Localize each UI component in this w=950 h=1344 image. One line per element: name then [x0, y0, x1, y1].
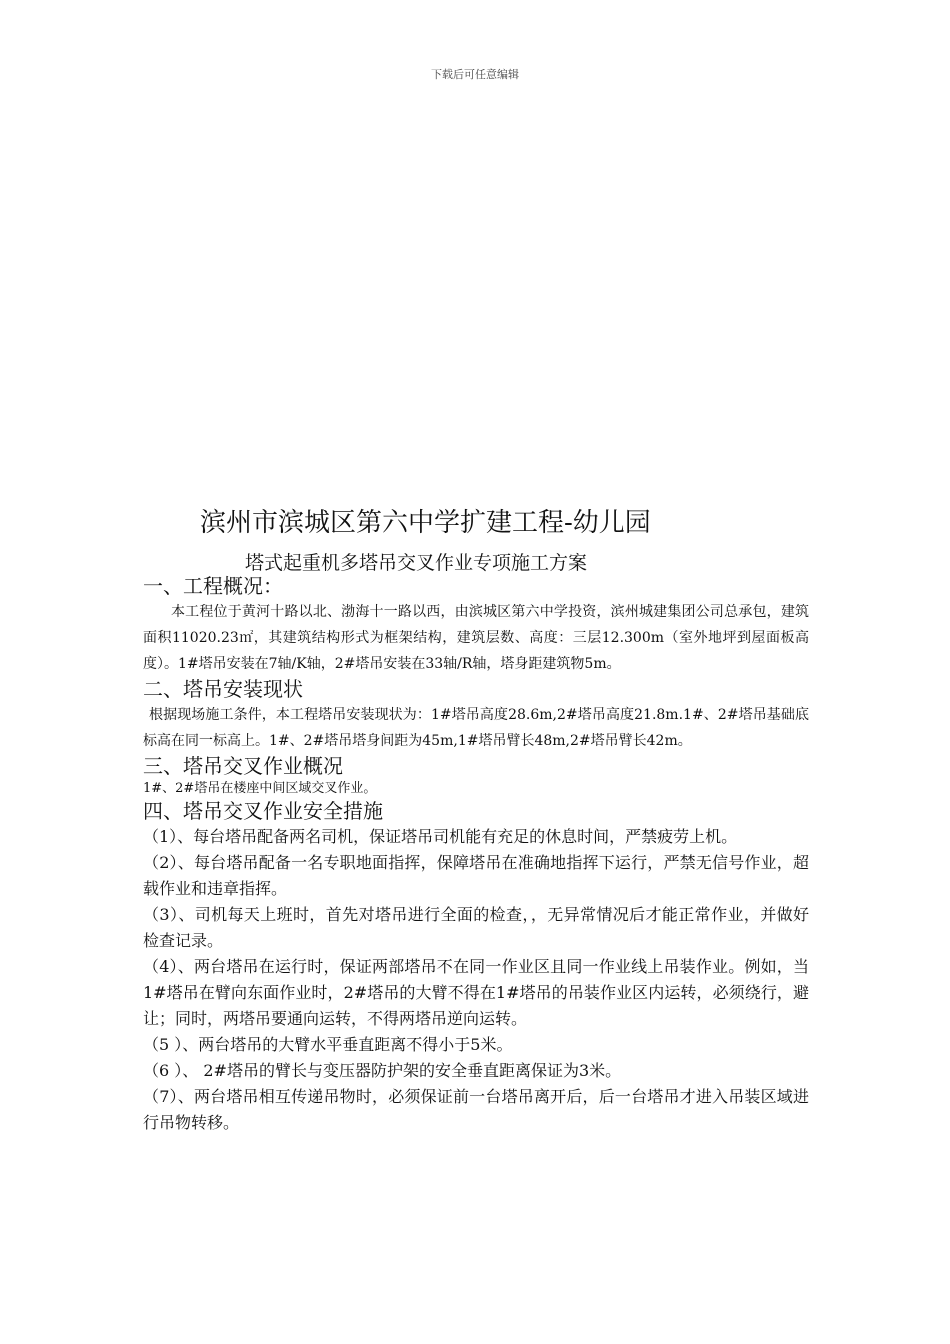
safety-measure-item: （3）、司机每天上班时，首先对塔吊进行全面的检查，，无异常情况后才能正常作业，并做好检查记录。: [143, 905, 809, 950]
section-heading-safety-measures: 四、塔吊交叉作业安全措施: [143, 799, 383, 823]
safety-measure-item: （6 ）、 2#塔吊的臂长与变压器防护架的安全垂直距离保证为3米。: [143, 1061, 622, 1080]
safety-measure-item: （4）、两台塔吊在运行时，保证两部塔吊不在同一作业区且同一作业线上吊装作业。例如，当1#塔吊在臂向东面作业时，2#塔吊的大臂不得在1#塔吊的吊装作业区内运转，必须绕行，避让；同时，两塔吊要通向运转，不得两塔吊逆向运转。: [143, 957, 809, 1028]
section-heading-cross-work: 三、塔吊交叉作业概况: [143, 754, 343, 778]
safety-measure-item: （1）、每台塔吊配备两名司机，保证塔吊司机能有充足的休息时间，严禁疲劳上机。: [143, 827, 738, 846]
document-subtitle: 塔式起重机多塔吊交叉作业专项施工方案: [245, 552, 588, 574]
safety-measure-item: （2）、每台塔吊配备一名专职地面指挥，保障塔吊在准确地指挥下运行，严禁无信号作业，超载作业和违章指挥。: [143, 853, 809, 898]
install-status-paragraph: 根据现场施工条件，本工程塔吊安装现状为：1#塔吊高度28.6m,2#塔吊高度21.8m.1#、2#塔吊基础底标高在同一标高上。1#、2#塔吊塔身间距为45m,1#塔吊臂长48m,2#塔吊臂长42m。: [143, 707, 809, 749]
safety-measure-item: （5 ）、两台塔吊的大臂水平垂直距离不得小于5米。: [143, 1035, 513, 1054]
section-heading-install-status: 二、塔吊安装现状: [143, 677, 303, 701]
section-heading-overview: 一、工程概况：: [143, 574, 283, 598]
document-title: 滨州市滨城区第六中学扩建工程-幼儿园: [200, 508, 651, 538]
overview-paragraph: 本工程位于黄河十路以北、渤海十一路以西，由滨城区第六中学投资，滨州城建集团公司总承包，建筑面积11020.23㎡，其建筑结构形式为框架结构，建筑层数、高度：三层12.300m（室外地坪到屋面板高度）。1#塔吊安装在7轴/K轴，2#塔吊安装在33轴/R轴，塔身距建筑物5m。: [143, 604, 809, 672]
header-note: 下载后可任意编辑: [431, 68, 519, 81]
cross-work-paragraph: 1#、2#塔吊在楼座中间区域交叉作业。: [143, 781, 377, 796]
safety-measure-item: （7）、两台塔吊相互传递吊物时，必须保证前一台塔吊离开后，后一台塔吊才进入吊装区域进行吊物转移。: [143, 1087, 809, 1132]
document-body: [143, 574, 809, 1136]
